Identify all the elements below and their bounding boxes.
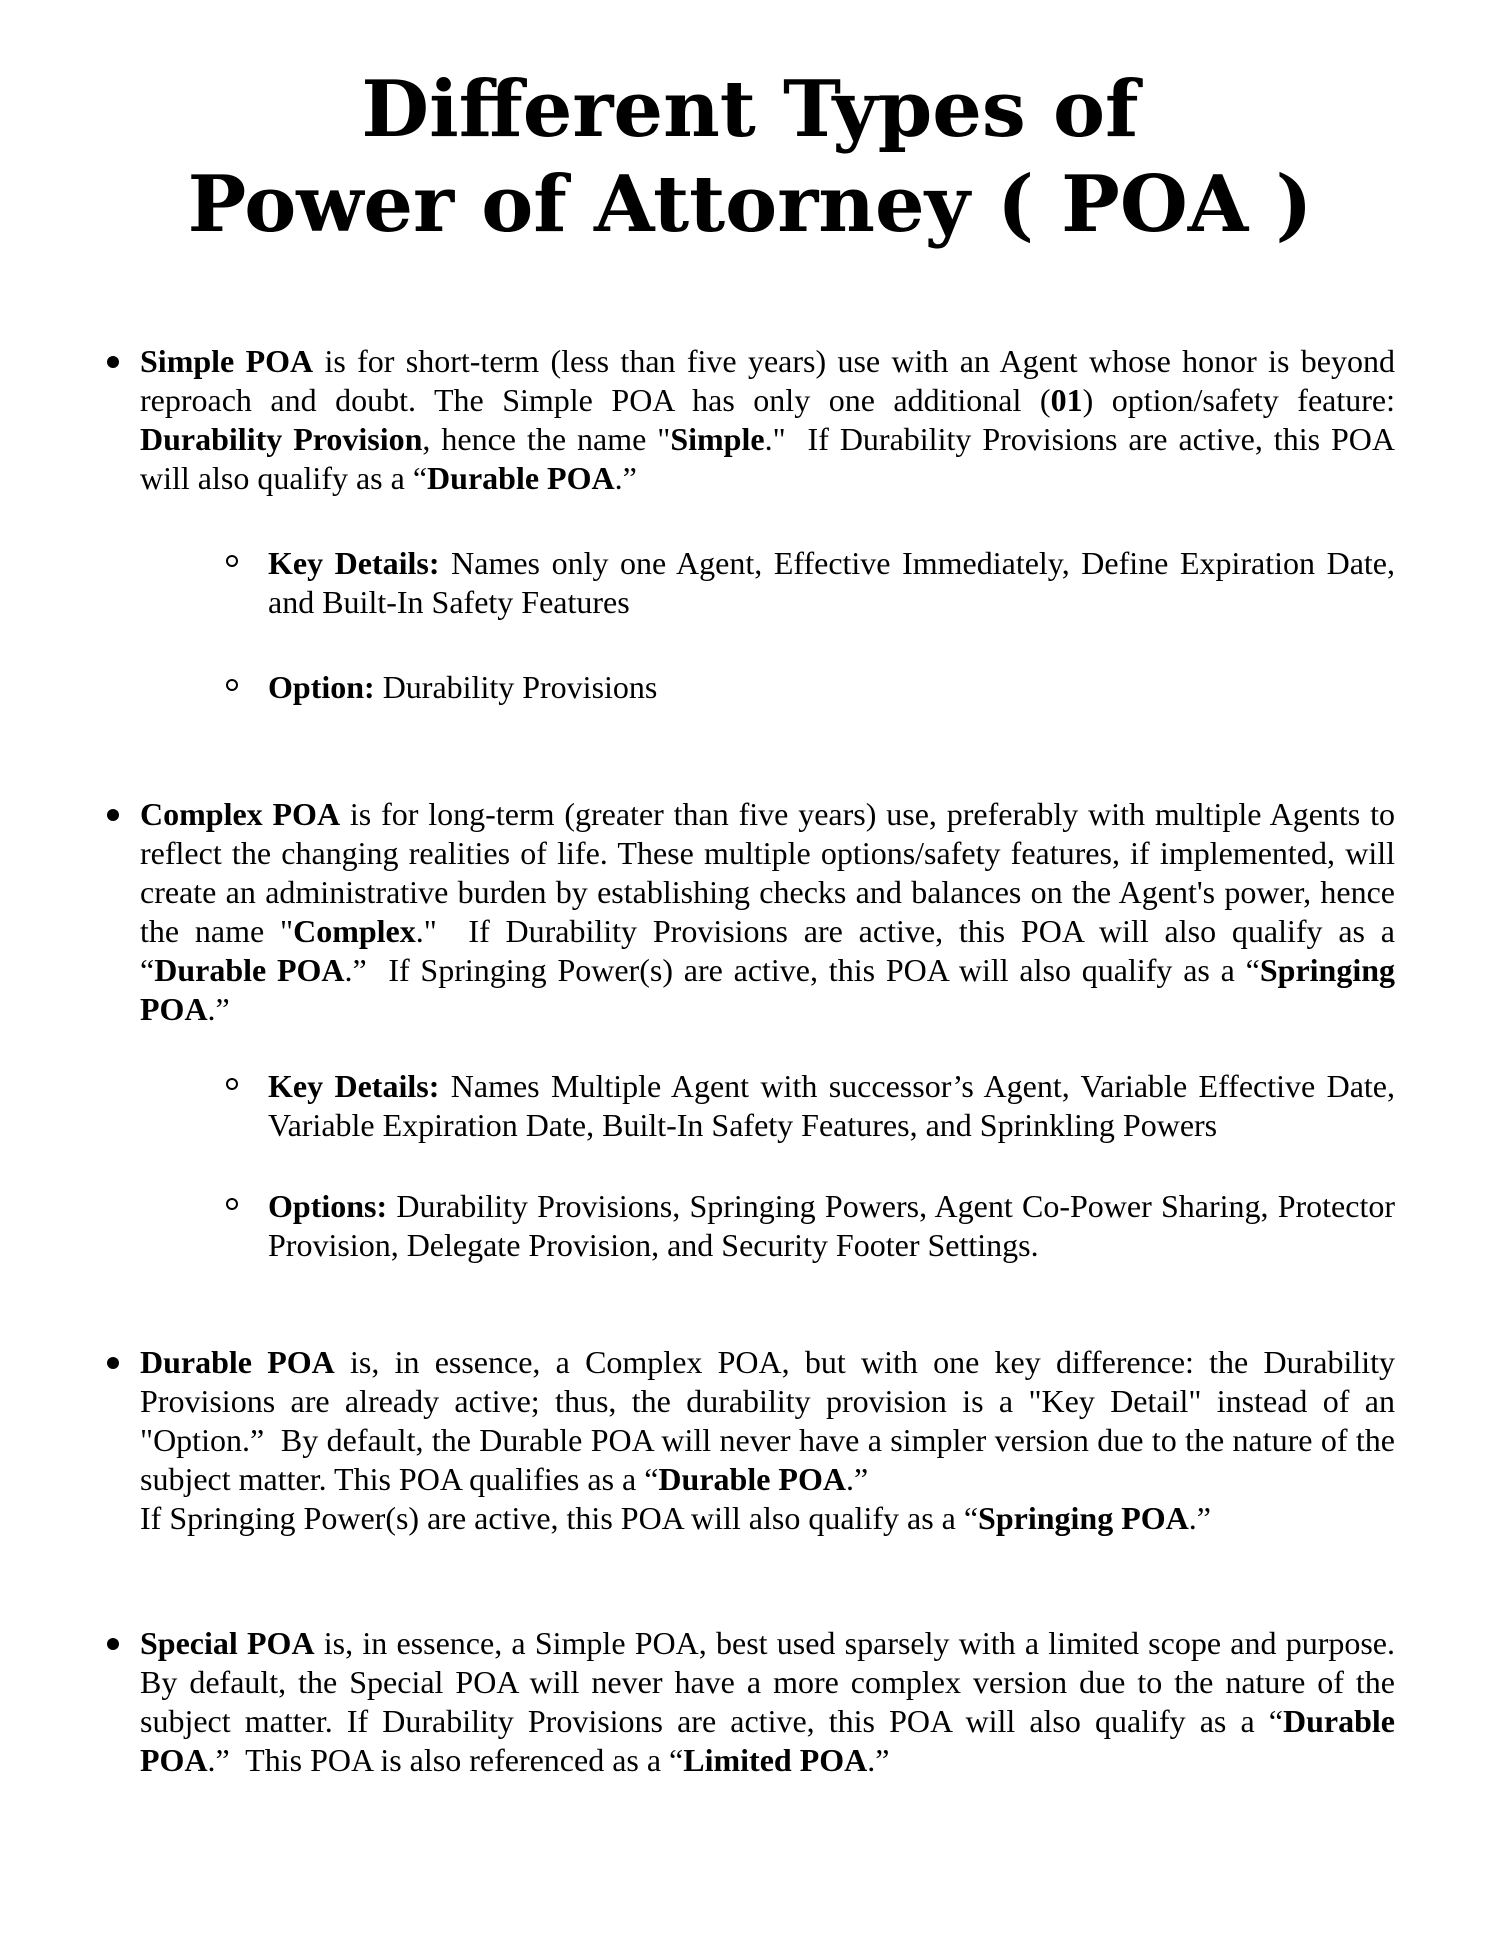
text-run: ) option/safety feature: bbox=[1082, 382, 1404, 418]
sub-bullet-paragraph bbox=[268, 668, 1395, 707]
text-run: .” bbox=[867, 1742, 890, 1778]
sub-bullet-item bbox=[0, 1067, 1500, 1145]
bold-text-run: Limited POA bbox=[683, 1742, 868, 1778]
text-run: is, in essence, a Complex POA, but with one key difference: the Durability Provisions are already active; thus, the durability provision is a "Key Detail" instead of an "Option.” By default, the Durable POA will never have a simpler version due to the nature of the subject matter. This POA qualifies as a “ bbox=[140, 1344, 1404, 1497]
bullet-disc-icon bbox=[107, 356, 119, 368]
bullet-paragraph bbox=[140, 795, 1404, 1029]
bold-text-run: Springing POA bbox=[978, 1500, 1189, 1536]
bullet-disc-icon bbox=[107, 809, 119, 821]
bullet-disc-icon bbox=[107, 1357, 119, 1369]
bold-text-run: Durability Provision bbox=[140, 421, 423, 457]
bold-text-run: Simple bbox=[670, 421, 765, 457]
title-line-2: Power of Attorney ( POA ) bbox=[187, 159, 1313, 250]
text-run: is for short-term (less than five years) use with an Agent whose honor is beyond reproach and doubt. The Simple POA has only one additional ( bbox=[140, 343, 1404, 418]
text-run: Durability Provisions bbox=[374, 669, 658, 705]
sub-bullet-paragraph bbox=[268, 1067, 1403, 1145]
text-run: .” bbox=[614, 460, 637, 496]
sub-bullet-paragraph bbox=[268, 544, 1404, 622]
text-run: .” bbox=[207, 991, 230, 1027]
bullet-paragraph bbox=[140, 1624, 1404, 1780]
document-body bbox=[0, 342, 1500, 1780]
sub-bullet-item bbox=[0, 668, 1500, 707]
bold-text-run: Durable POA bbox=[427, 460, 615, 496]
text-run: ." If Durability Provisions are active, this POA will also qualify as a “ bbox=[140, 913, 1404, 988]
text-run: is, in essence, a Simple POA, best used sparsely with a limited scope and purpose. By default, the Special POA will never have a more complex version due to the nature of the subject matter. If Durability Provisions are active, this POA will also qualify as a “ bbox=[140, 1625, 1404, 1739]
text-run: .” bbox=[845, 1461, 869, 1497]
bold-text-run: Key Details: bbox=[268, 545, 440, 581]
bold-text-run: Durable POA bbox=[154, 952, 345, 988]
text-run: .” This POA is also referenced as a “ bbox=[207, 1742, 684, 1778]
sub-bullet-circle-icon bbox=[226, 1078, 238, 1090]
bold-text-run: Key Details: bbox=[268, 1068, 440, 1104]
sub-bullet-item bbox=[0, 1187, 1500, 1265]
text-run: ." If Durability Provisions are active, this POA will also qualify as a “ bbox=[140, 421, 1404, 496]
bold-text-run: Simple POA bbox=[140, 343, 314, 379]
sub-bullet-circle-icon bbox=[226, 1198, 238, 1210]
bold-text-run: Durable POA bbox=[140, 1703, 1403, 1778]
sub-bullet-circle-icon bbox=[226, 679, 238, 691]
bold-text-run: Complex bbox=[293, 913, 416, 949]
bullet-paragraph bbox=[140, 1343, 1404, 1538]
bold-text-run: Option: bbox=[268, 669, 375, 705]
text-run: .” bbox=[1188, 1500, 1211, 1536]
sub-bullet-circle-icon bbox=[226, 555, 238, 567]
sub-bullet-paragraph bbox=[268, 1187, 1403, 1265]
text-run: , hence the name " bbox=[422, 421, 671, 457]
text-run: is for long-term (greater than five years) use, preferably with multiple Agents to reflect the changing realities of life. These multiple options/safety features, if implemented, will create an administrative burden by establishing checks and balances on the Agent's power, hence the name " bbox=[140, 796, 1404, 949]
bold-text-run: Springing POA bbox=[140, 952, 1404, 1027]
document-title bbox=[0, 62, 1500, 252]
text-run: Names Multiple Agent with successor’s Agent, Variable Effective Date, Variable Expiration Date, Built-In Safety Features, and Sprinkling Powers bbox=[268, 1068, 1403, 1143]
bold-text-run: Options: bbox=[268, 1188, 388, 1224]
bold-text-run: Special POA bbox=[140, 1625, 315, 1661]
bullet-item bbox=[0, 1624, 1500, 1780]
bold-text-run: Complex POA bbox=[140, 796, 341, 832]
sub-bullet-item bbox=[0, 544, 1500, 622]
bullet-item bbox=[0, 795, 1500, 1029]
bullet-disc-icon bbox=[107, 1638, 119, 1650]
text-run: Names only one Agent, Effective Immediately, Define Expiration Date, and Built-In Safety Features bbox=[268, 545, 1404, 620]
text-run: .” If Springing Power(s) are active, this POA will also qualify as a “ bbox=[344, 952, 1260, 988]
title-line-1: Different Types of bbox=[361, 64, 1139, 155]
bold-text-run: 01 bbox=[1050, 382, 1083, 418]
text-run: If Springing Power(s) are active, this POA will also qualify as a “ bbox=[140, 1500, 979, 1536]
bullet-item bbox=[0, 342, 1500, 498]
bold-text-run: Durable POA bbox=[658, 1461, 846, 1497]
text-run: Durability Provisions, Springing Powers, Agent Co-Power Sharing, Protector Provision, Delegate Provision, and Security Footer Settings. bbox=[268, 1188, 1403, 1263]
bullet-item bbox=[0, 1343, 1500, 1538]
bullet-paragraph bbox=[140, 342, 1404, 498]
bold-text-run: Durable POA bbox=[140, 1344, 335, 1380]
